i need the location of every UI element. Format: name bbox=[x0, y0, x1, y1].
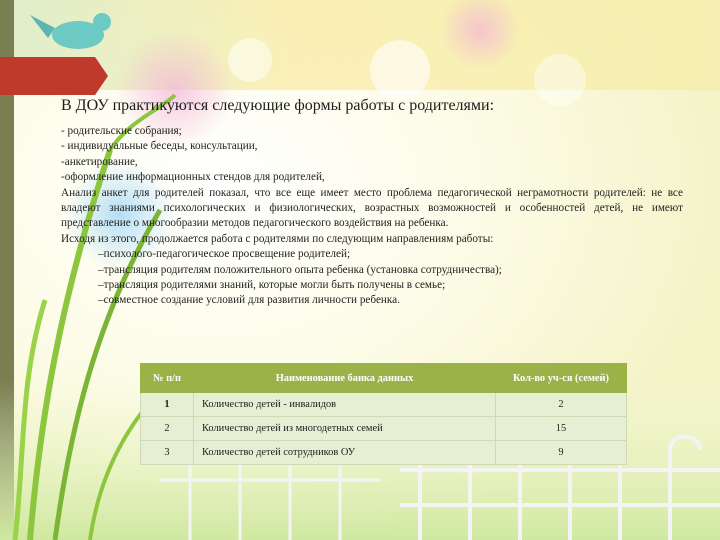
header-name: Наименование банка данных bbox=[194, 364, 496, 393]
row-number: 1 bbox=[141, 393, 194, 417]
header-count: Кол-во уч-ся (семей) bbox=[496, 364, 627, 393]
row-value: 15 bbox=[496, 417, 627, 441]
row-name: Количество детей из многодетных семей bbox=[194, 417, 496, 441]
row-name: Количество детей - инвалидов bbox=[194, 393, 496, 417]
table-header-row bbox=[141, 364, 627, 393]
analysis-paragraph: Анализ анкет для родителей показал, что все еще имеет место проблема педагогической неграмотности родителей: не все владеют знаниями психологических и физиологических, возрастных возможностей и особенностей детей, не имеют представление о многообразии методов педагогического воздействия на ребенка. bbox=[61, 186, 683, 230]
form-item: -анкетирование, bbox=[61, 155, 138, 168]
direction-item: –психолого-педагогическое просвещение родителей; bbox=[98, 248, 351, 261]
direction-item: –трансляция родителями знаний, которые могли быть получены в семье; bbox=[98, 279, 446, 292]
row-number: 3 bbox=[141, 441, 194, 465]
data-bank-table bbox=[140, 363, 627, 465]
page-heading: В ДОУ практикуются следующие формы работы с родителями: bbox=[61, 97, 495, 114]
title-accent-tab bbox=[0, 57, 108, 95]
row-number: 2 bbox=[141, 417, 194, 441]
table-row bbox=[141, 441, 627, 465]
row-value: 2 bbox=[496, 393, 627, 417]
header-number: № п/п bbox=[141, 364, 194, 393]
table-row bbox=[141, 393, 627, 417]
main-text bbox=[61, 124, 683, 309]
continuation-line: Исходя из этого, продолжается работа с родителями по следующим направлениям работы: bbox=[61, 232, 494, 245]
table-row bbox=[141, 417, 627, 441]
form-item: -оформление информационных стендов для родителей, bbox=[61, 171, 325, 184]
form-item: - индивидуальные беседы, консультации, bbox=[61, 140, 258, 153]
row-value: 9 bbox=[496, 441, 627, 465]
form-item: - родительские собрания; bbox=[61, 125, 182, 137]
direction-item: –трансляция родителям положительного опыта ребенка (установка сотрудничества); bbox=[98, 263, 502, 276]
direction-item: –совместное создание условий для развития личности ребенка. bbox=[98, 294, 400, 307]
row-name: Количество детей сотрудников ОУ bbox=[194, 441, 496, 465]
